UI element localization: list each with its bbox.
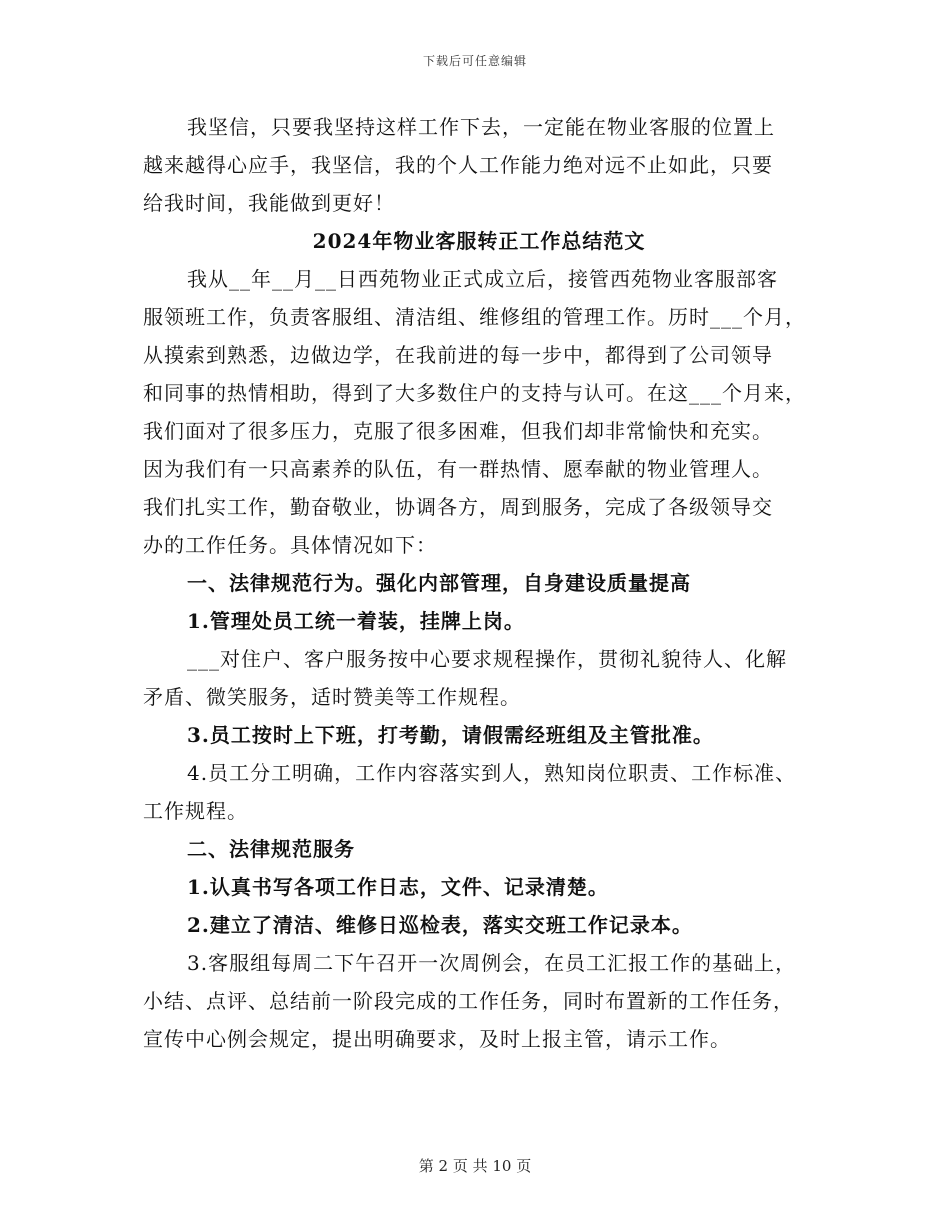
list-item: 1.认真书写各项工作日志，文件、记录清楚。 xyxy=(187,875,609,899)
paragraph-line: ___对住户、客户服务按中心要求规程操作，贯彻礼貌待人、化解 xyxy=(187,647,787,671)
paragraph-line: 从摸索到熟悉，边做边学，在我前进的每一步中，都得到了公司领导 xyxy=(143,343,773,367)
paragraph-line: 矛盾、微笑服务，适时赞美等工作规程。 xyxy=(143,685,521,709)
paragraph-line: 因为我们有一只高素养的队伍，有一群热情、愿奉献的物业管理人。 xyxy=(143,457,773,481)
paragraph-line: 办的工作任务。具体情况如下： xyxy=(143,533,437,557)
paragraph-line: 我们面对了很多压力，克服了很多困难，但我们却非常愉快和充实。 xyxy=(143,419,773,443)
paragraph-line: 3.客服组每周二下午召开一次周例会，在员工汇报工作的基础上， xyxy=(187,951,797,975)
list-item: 2.建立了清洁、维修日巡检表，落实交班工作记录本。 xyxy=(187,913,693,937)
header-note: 下载后可任意编辑 xyxy=(422,54,527,68)
paragraph-line: 我坚信，只要我坚持这样工作下去，一定能在物业客服的位置上 xyxy=(187,115,775,139)
document-title: 2024年物业客服转正工作总结范文 xyxy=(312,229,646,253)
paragraph-line: 越来越得心应手，我坚信，我的个人工作能力绝对远不止如此，只要 xyxy=(143,153,773,177)
paragraph-line: 4.员工分工明确，工作内容落实到人，熟知岗位职责、工作标准、 xyxy=(187,761,797,785)
list-item: 1.管理处员工统一着装，挂牌上岗。 xyxy=(187,609,525,633)
page-number: 第 2 页 共 10 页 xyxy=(418,1157,532,1175)
document-body xyxy=(143,108,815,1058)
section-heading: 二、法律规范服务 xyxy=(187,837,355,861)
paragraph-line: 服领班工作，负责客服组、清洁组、维修组的管理工作。历时___个月， xyxy=(143,305,806,329)
paragraph-line: 和同事的热情相助，得到了大多数住户的支持与认可。在这___个月来， xyxy=(143,381,806,405)
section-heading: 一、法律规范行为。强化内部管理，自身建设质量提高 xyxy=(187,571,691,595)
paragraph-line: 给我时间，我能做到更好！ xyxy=(143,191,395,215)
paragraph-line: 我们扎实工作，勤奋敬业，协调各方，周到服务，完成了各级领导交 xyxy=(143,495,773,519)
paragraph-line: 工作规程。 xyxy=(143,799,248,823)
paragraph-line: 宣传中心例会规定，提出明确要求，及时上报主管，请示工作。 xyxy=(143,1027,731,1051)
list-item: 3.员工按时上下班，打考勤，请假需经班组及主管批准。 xyxy=(187,723,714,747)
paragraph-line: 我从__年__月__日西苑物业正式成立后，接管西苑物业客服部客 xyxy=(187,267,778,291)
paragraph-line: 小结、点评、总结前一阶段完成的工作任务，同时布置新的工作任务， xyxy=(143,989,794,1013)
